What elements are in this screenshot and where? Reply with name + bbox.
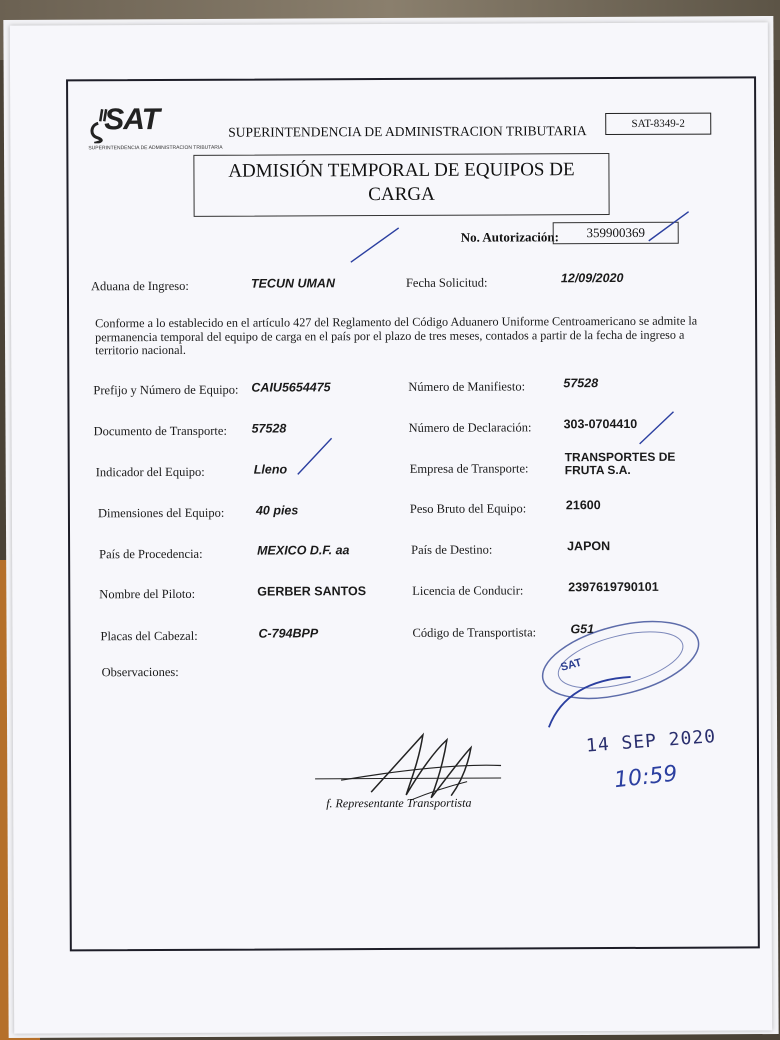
field-value-transportista: G51 [570, 622, 595, 637]
title-line-1: ADMISIÓN TEMPORAL DE EQUIPOS DE [228, 159, 575, 182]
field-value-dimensiones: 40 pies [255, 503, 299, 518]
logo-subtitle: SUPERINTENDENCIA DE ADMINISTRACION TRIBUTARIA [88, 144, 223, 152]
title-line-2: CARGA [368, 183, 435, 206]
check-mark-indicador [298, 438, 332, 474]
field-value-placas: C-794BPP [258, 626, 319, 641]
field-label-manifiesto: Número de Manifiesto: [408, 379, 526, 394]
field-value-licencia: 2397619790101 [568, 579, 659, 595]
field-value-piloto: GERBER SANTOS [257, 584, 367, 599]
document-page [10, 22, 772, 1033]
field-value-procedencia: MEXICO D.F. aa [257, 543, 350, 558]
field-label-empresa: Empresa de Transporte: [409, 461, 529, 476]
observaciones-label: Observaciones: [101, 664, 179, 680]
stamp-seal-stroke [549, 677, 631, 727]
authorization-label: No. Autorización: [460, 229, 559, 245]
agency-name: SUPERINTENDENCIA DE ADMINISTRACION TRIBUTARIA [228, 123, 587, 140]
field-label-placas: Placas del Cabezal: [100, 628, 198, 644]
field-label-destino: País de Destino: [411, 542, 493, 557]
legal-paragraph: Conforme a lo establecido en el artículo 427 del Reglamento del Código Aduanero Uniforme Centroamericano se admite la permanencia temporal del equipo de carga en el país por el plazo de tres meses, contados a partir de la fecha de ingreso a territorio nacional. [95, 313, 698, 358]
fecha-value: 12/09/2020 [560, 270, 624, 286]
fecha-label: Fecha Solicitud: [405, 275, 488, 290]
signature-label: f. Representante Transportista [326, 795, 472, 811]
field-label-licencia: Licencia de Conducir: [412, 583, 524, 598]
field-label-peso: Peso Bruto del Equipo: [409, 501, 527, 516]
field-label-piloto: Nombre del Piloto: [99, 586, 196, 602]
stamp-date: 14 SEP 2020 [585, 726, 717, 757]
check-mark-declaracion [639, 412, 673, 444]
field-label-equipo: Prefijo y Número de Equipo: [93, 382, 239, 398]
field-value-declaracion: 303-0704410 [563, 416, 638, 432]
field-label-documento: Documento de Transporte: [93, 423, 227, 439]
field-value-documento: 57528 [251, 421, 287, 436]
ink-marks [68, 78, 758, 949]
stamp-seal-text: SAT [559, 656, 583, 674]
field-value-peso: 21600 [565, 498, 601, 513]
field-value-equipo: CAIU5654475 [251, 380, 331, 395]
logo-text: SAT [104, 103, 160, 137]
field-label-indicador: Indicador del Equipo: [95, 464, 205, 480]
authorization-number: 359900369 [553, 222, 679, 245]
field-label-transportista: Código de Transportista: [412, 625, 537, 640]
form-code: SAT-8349-2 [605, 113, 711, 135]
field-value-empresa: TRANSPORTES DE FRUTA S.A. [564, 449, 676, 478]
aduana-label: Aduana de Ingreso: [90, 278, 189, 294]
field-value-destino: JAPON [567, 539, 611, 554]
check-mark-title [351, 228, 399, 262]
field-value-manifiesto: 57528 [563, 376, 599, 391]
field-label-declaracion: Número de Declaración: [408, 420, 532, 435]
field-label-procedencia: País de Procedencia: [99, 546, 203, 562]
field-value-indicador: Lleno [253, 462, 288, 477]
form-frame [66, 76, 760, 951]
aduana-value: TECUN UMAN [250, 276, 335, 291]
handwritten-time: 10:59 [612, 761, 679, 794]
signature-icon [341, 735, 501, 801]
field-label-dimensiones: Dimensiones del Equipo: [97, 505, 225, 521]
stamp-seal-icon [535, 607, 707, 712]
check-mark-auth [649, 212, 689, 241]
